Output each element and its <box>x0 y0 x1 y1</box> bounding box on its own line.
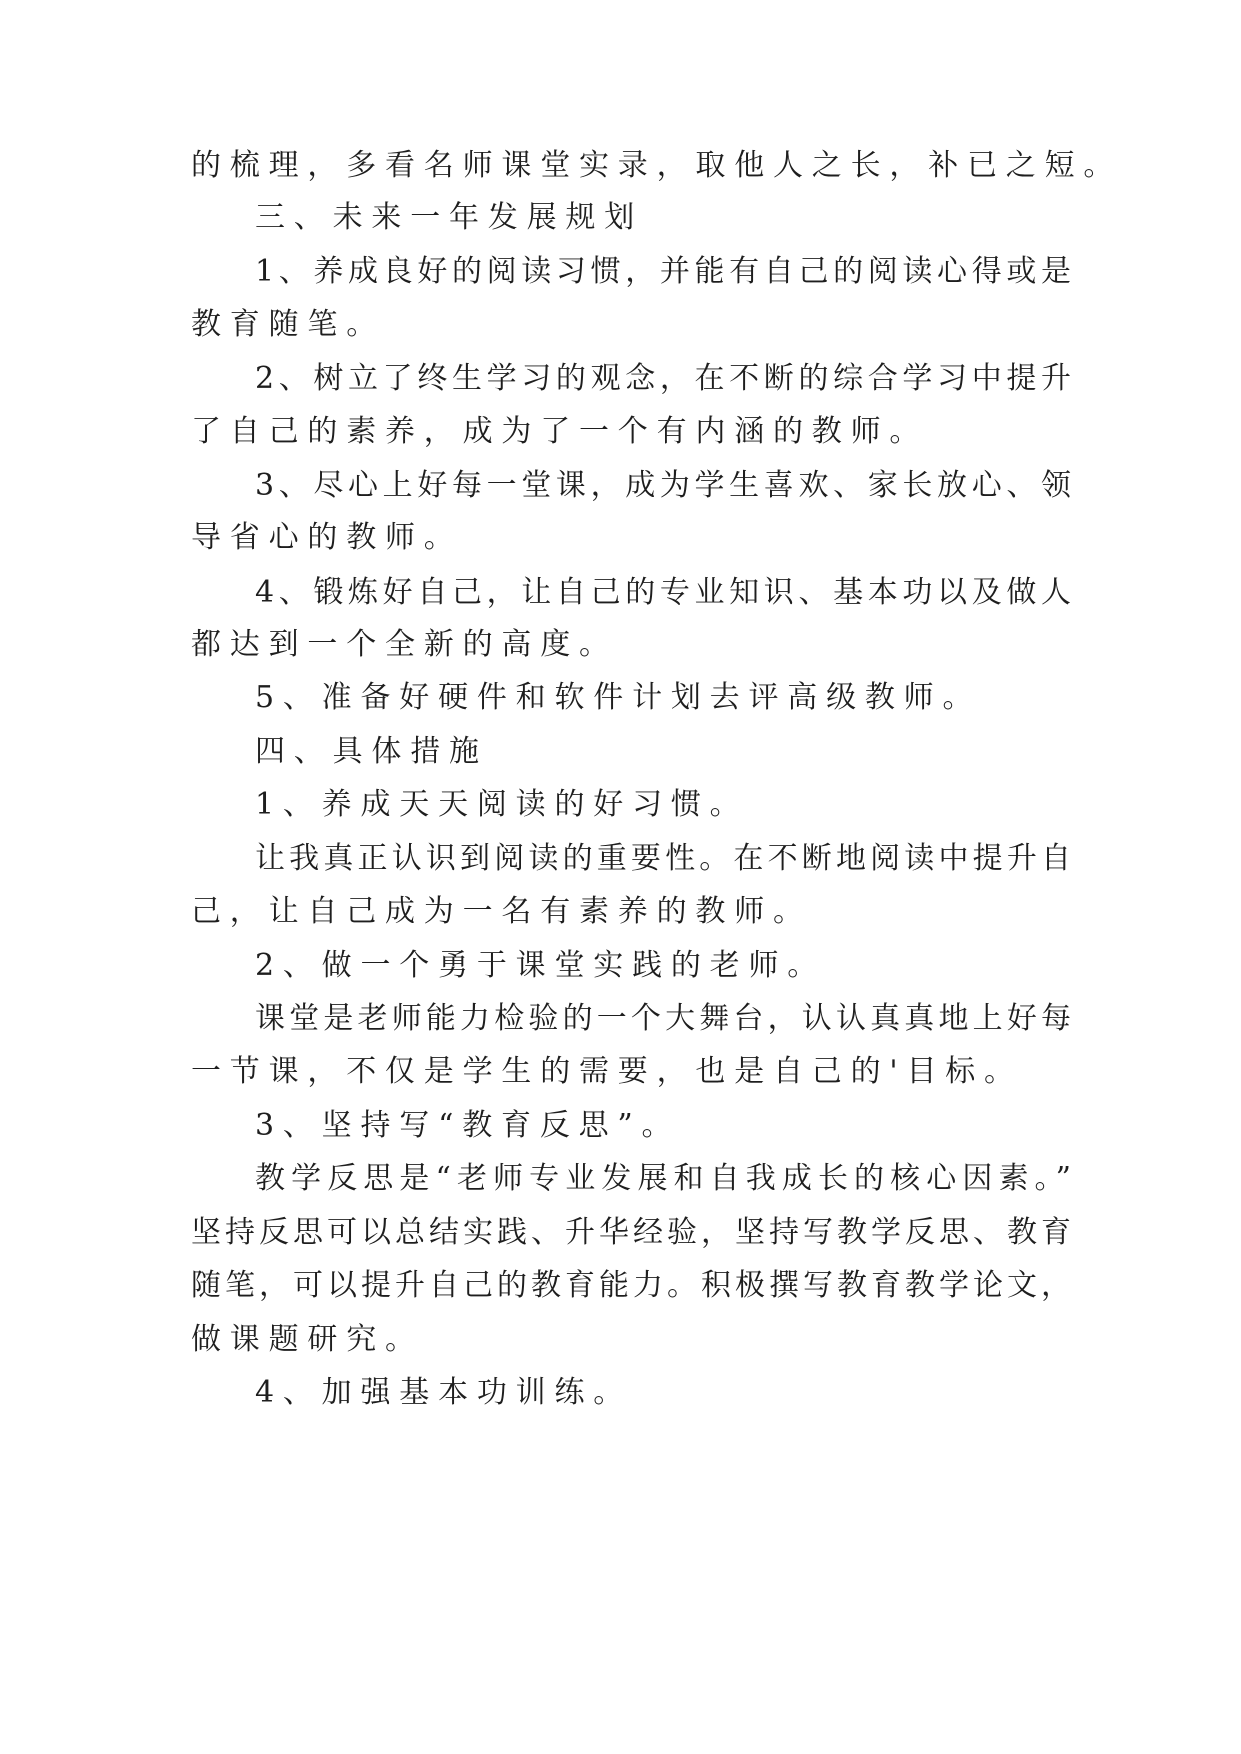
section-heading: 三、未来一年发展规划 <box>255 200 643 235</box>
text-line: 了自己的素养，成为了一个有内涵的教师。 <box>191 414 929 449</box>
text-line: 随笔，可以提升自己的教育能力。积极撰写教育教学论文， <box>191 1268 1071 1303</box>
text-line: 1、养成天天阅读的好习惯。 <box>255 787 749 822</box>
text-line: 3、坚持写“教育反思”。 <box>255 1108 681 1143</box>
text-line: 2、做一个勇于课堂实践的老师。 <box>255 948 827 983</box>
text-line: 3、尽心上好每一堂课，成为学生喜欢、家长放心、领 <box>255 468 1071 503</box>
text-line: 一节课，不仅是学生的需要，也是自己的'目标。 <box>191 1054 1023 1089</box>
text-line: 坚持反思可以总结实践、升华经验，坚持写教学反思、教育 <box>191 1215 1071 1250</box>
text-line: 教学反思是“老师专业发展和自我成长的核心因素。” <box>255 1161 1071 1196</box>
text-line: 己，让自己成为一名有素养的教师。 <box>191 894 812 929</box>
text-line: 2、树立了终生学习的观念，在不断的综合学习中提升 <box>255 361 1071 396</box>
text-line: 都达到一个全新的高度。 <box>191 627 618 662</box>
text-line: 1、养成良好的阅读习惯，并能有自己的阅读心得或是 <box>255 254 1071 289</box>
text-line: 4、加强基本功训练。 <box>255 1375 633 1410</box>
text-line: 4、锻炼好自己，让自己的专业知识、基本功以及做人 <box>255 575 1071 610</box>
text-line: 让我真正认识到阅读的重要性。在不断地阅读中提升自 <box>255 841 1071 876</box>
text-line: 5、准备好硬件和软件计划去评高级教师。 <box>255 680 982 715</box>
text-line: 教育随笔。 <box>191 307 385 342</box>
text-line: 做课题研究。 <box>191 1322 424 1357</box>
text-line: 导省心的教师。 <box>191 520 463 555</box>
text-line: 的梳理，多看名师课堂实录，取他人之长，补已之短。 <box>191 148 1123 183</box>
text-line: 课堂是老师能力检验的一个大舞台，认认真真地上好每 <box>255 1001 1071 1036</box>
section-heading: 四、具体措施 <box>255 734 488 769</box>
